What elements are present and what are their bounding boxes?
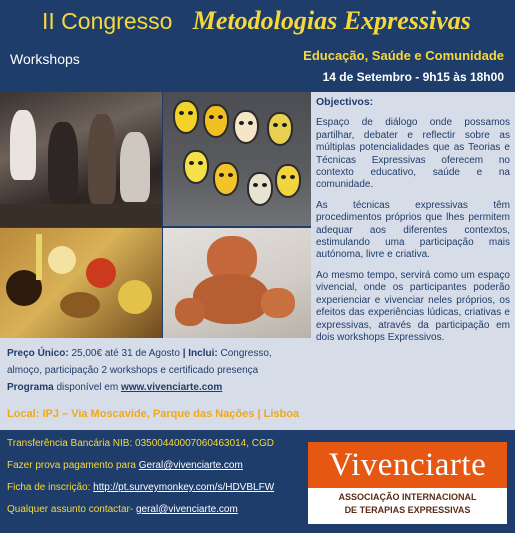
logo-name: Vivenciarte bbox=[328, 447, 487, 483]
includes-label: Inclui: bbox=[188, 348, 218, 359]
vivenciarte-logo bbox=[308, 442, 507, 524]
bank-transfer: Transferência Bancária NIB: 0350044000706046301​4, CGD bbox=[7, 438, 275, 449]
header bbox=[0, 0, 515, 92]
price-section bbox=[0, 338, 311, 430]
proof-email-link[interactable]: Geral@vivenciarte.com bbox=[138, 460, 243, 471]
title-main: Metodologias Expressivas bbox=[192, 6, 471, 35]
masks-photo bbox=[163, 92, 311, 226]
objectives-heading: Objectivos: bbox=[316, 96, 374, 108]
includes-text: Congresso, almoço, participação 2 workshops e certificado presença bbox=[7, 348, 272, 376]
event-location: Local: IPJ – Via Moscavide, Parque das Nações | Lisboa bbox=[7, 408, 300, 420]
form-link[interactable]: http://pt.surveymonkey.com/s/HDVBLFW bbox=[93, 482, 275, 493]
page-title bbox=[42, 6, 471, 36]
title-roman: II bbox=[42, 8, 55, 34]
program-link[interactable]: www.vivenciarte.com bbox=[120, 382, 223, 393]
instruments-photo bbox=[0, 228, 162, 338]
event-date: 14 de Setembro - 9h15 às 18h00 bbox=[322, 70, 504, 84]
subtitle: Educação, Saúde e Comunidade bbox=[303, 48, 504, 63]
payment-proof: Fazer prova pagamento para Geral@vivenciarte.com bbox=[7, 460, 243, 471]
contact-line: Qualquer assunto contactar- geral@vivenciarte.com bbox=[7, 504, 238, 515]
logo-line-2: DE TERAPIAS EXPRESSIVAS bbox=[344, 505, 471, 515]
program-label: Programa bbox=[7, 382, 54, 393]
registration-form: Ficha de inscrição: http://pt.surveymonkey.com/s/HDVBLFW bbox=[7, 482, 275, 493]
price-label: Preço Único: bbox=[7, 348, 69, 359]
clay-photo bbox=[163, 228, 311, 338]
contact-email-link[interactable]: geral@vivenciarte.com bbox=[135, 504, 238, 515]
price-text: Preço Único: 25,00€ até 31 de Agosto | Inclui: Congresso, almoço, participação 2 workshops e certificado presença Programa disponível em www.vivenciarte.com bbox=[7, 348, 272, 393]
objectives-paragraph: Ao mesmo tempo, servirá como um espaço vivencial, onde os participantes poderão experienciar e vivenciar neles próprios, os efeitos das experiências lúdicas, criativas e expressivas, através da participação em dois workshops Expressivos. bbox=[316, 269, 510, 343]
objectives-panel bbox=[311, 92, 515, 430]
objectives-paragraph: Espaço de diálogo onde possamos partilhar, debater e reflectir sobre as múltiplas potencialidades que as Teorias e Técnicas Expressivas oferecem no contexto educativo, saúde e na comunidade. bbox=[316, 117, 510, 191]
objectives-paragraph: As técnicas expressivas têm procedimentos próprios que lhes permitem adequar aos diferentes contextos, estimulando uma participação mais autónoma, livre e criativa. bbox=[316, 199, 510, 261]
logo-line-1: ASSOCIAÇÃO INTERNACIONAL bbox=[338, 492, 477, 502]
dance-photo bbox=[0, 92, 162, 227]
price-value: 25,00€ até 31 de Agosto bbox=[71, 348, 180, 359]
title-congress: Congresso bbox=[61, 8, 173, 34]
program-text: disponível em bbox=[56, 382, 119, 393]
section-label: Workshops bbox=[10, 51, 80, 67]
